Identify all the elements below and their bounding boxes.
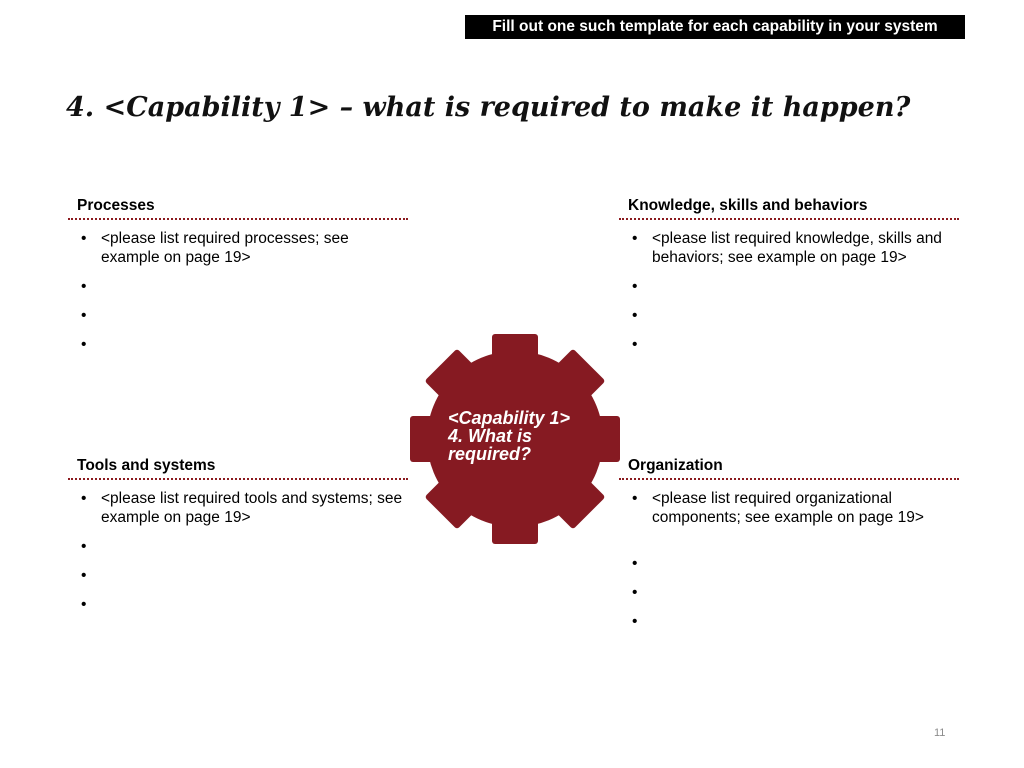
list-item xyxy=(619,229,959,267)
gear-label-line-1: <Capability 1> xyxy=(448,408,571,428)
list-item xyxy=(619,306,959,325)
bullet-icon: • xyxy=(632,278,638,295)
list-item-text: <please list required knowledge, skills and behaviors; see example on page 19> xyxy=(652,230,942,266)
list-item xyxy=(68,306,408,325)
organization-section xyxy=(619,456,959,641)
bullet-icon: • xyxy=(632,584,638,601)
bullet-icon: • xyxy=(632,307,638,324)
list-item xyxy=(619,583,959,602)
list-item xyxy=(619,335,959,354)
gear-tooth xyxy=(492,334,538,384)
list-item xyxy=(68,277,408,296)
bullet-icon: • xyxy=(81,567,87,584)
list-item xyxy=(619,489,959,527)
processes-heading: Processes xyxy=(68,196,408,220)
gear-label-line-2: 4. What is required? xyxy=(448,426,533,464)
processes-section xyxy=(68,196,408,364)
list-item xyxy=(619,612,959,631)
list-item xyxy=(68,489,408,527)
gear-tooth xyxy=(492,494,538,544)
bullet-icon: • xyxy=(632,230,638,247)
list-item xyxy=(68,566,408,585)
knowledge-list xyxy=(619,229,959,354)
gear-label xyxy=(448,409,598,463)
list-item-text: <please list required processes; see example on page 19> xyxy=(101,230,349,266)
page-number: 11 xyxy=(934,727,946,739)
tools-heading: Tools and systems xyxy=(68,456,408,480)
list-item xyxy=(619,554,959,573)
list-item xyxy=(68,229,408,267)
bullet-icon: • xyxy=(632,555,638,572)
bullet-icon: • xyxy=(81,490,87,507)
list-item xyxy=(619,277,959,296)
organization-heading: Organization xyxy=(619,456,959,480)
bullet-icon: • xyxy=(81,307,87,324)
bullet-icon: • xyxy=(81,538,87,555)
instruction-banner: Fill out one such template for each capability in your system xyxy=(465,15,965,39)
processes-list xyxy=(68,229,408,354)
page-title: 4. <Capability 1> – what is required to make it happen? xyxy=(66,92,911,123)
bullet-icon: • xyxy=(632,490,638,507)
tools-list xyxy=(68,489,408,614)
capability-gear xyxy=(410,334,620,544)
list-item xyxy=(68,537,408,556)
bullet-icon: • xyxy=(81,596,87,613)
tools-section xyxy=(68,456,408,624)
bullet-icon: • xyxy=(81,336,87,353)
list-item-text: <please list required organizational components; see example on page 19> xyxy=(652,490,924,526)
list-item xyxy=(68,595,408,614)
bullet-icon: • xyxy=(81,278,87,295)
list-item-text: <please list required tools and systems; see example on page 19> xyxy=(101,490,403,526)
organization-list xyxy=(619,489,959,631)
knowledge-section xyxy=(619,196,959,364)
bullet-icon: • xyxy=(81,230,87,247)
bullet-icon: • xyxy=(632,336,638,353)
bullet-icon: • xyxy=(632,613,638,630)
list-item xyxy=(68,335,408,354)
knowledge-heading: Knowledge, skills and behaviors xyxy=(619,196,959,220)
